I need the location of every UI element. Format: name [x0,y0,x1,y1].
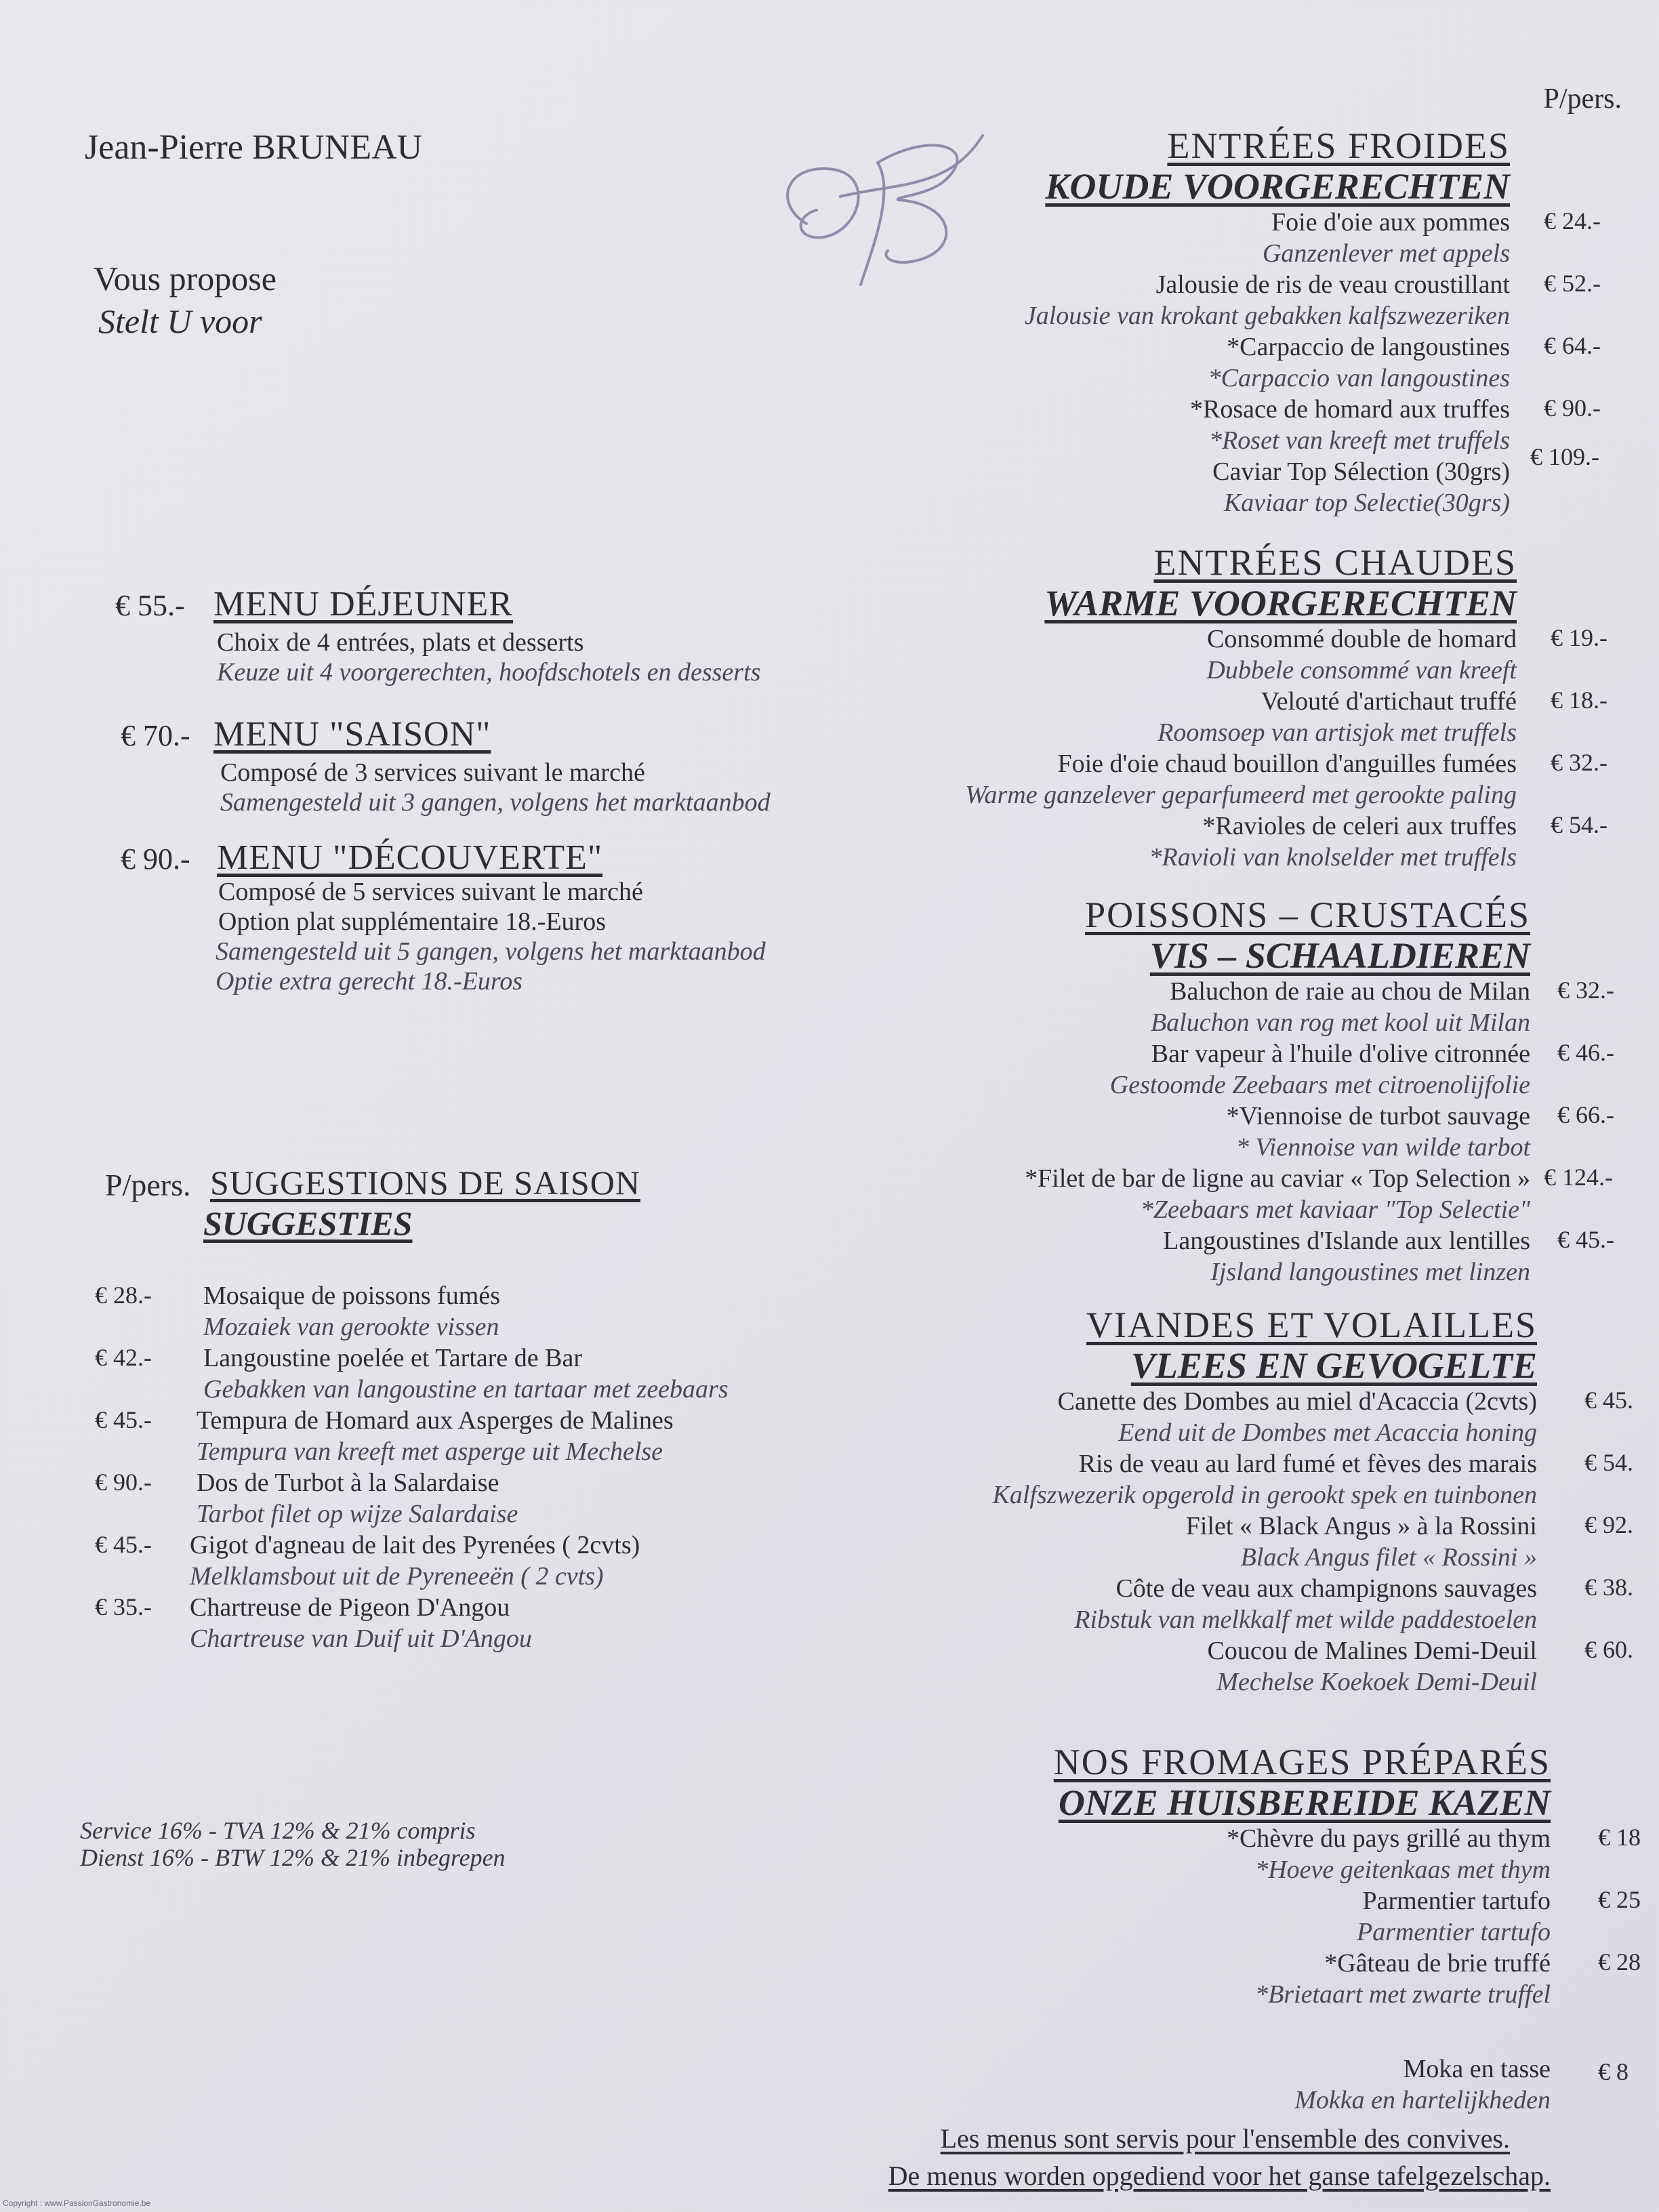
menu-line: Composé de 3 services suivant le marché [220,758,645,787]
dish-fr: Ris de veau au lard fumé et fèves des marais [1078,1450,1537,1478]
dish-price: € 28 [1598,1948,1641,1975]
copyright-text: Copyright : www.PassionGastronomie.be [3,2198,151,2208]
dish-nl: Kalfszwezerik opgerold in gerookt spek en tuinbonen [992,1481,1537,1509]
dish-fr: *Chèvre du pays grillé au thym [1226,1824,1551,1853]
item-nl: Melklamsbout uit de Pyreneeën ( 2 cvts) [190,1562,604,1591]
menu-line: Choix de 4 entrées, plats et desserts [217,628,584,657]
suggestions-title: SUGGESTIONS DE SAISON [210,1164,640,1202]
propose-fr: Vous propose [94,260,276,298]
dish-fr: Foie d'oie chaud bouillon d'anguilles fumées [1057,750,1517,778]
chef-name: Jean-Pierre BRUNEAU [85,128,423,167]
dish-fr: Côte de veau aux champignons sauvages [1115,1574,1537,1603]
menu-price: € 90.- [121,842,190,876]
list-item [95,1468,840,1530]
menu-line-nl: Samengesteld uit 5 gangen, volgens het marktaanbod [216,937,766,966]
dish-nl: Dubbele consommé van kreeft [1206,656,1517,684]
dish-price: € 32.- [1557,977,1614,1004]
dish-nl: Kaviaar top Selectie(30grs) [1223,489,1510,517]
dish-fr: Bar vapeur à l'huile d'olive citronnée [1151,1040,1530,1068]
dish-price: € 18.- [1551,687,1607,714]
dish-fr: *Ravioles de celeri aux truffes [1202,812,1517,840]
dish-fr: Baluchon de raie au chou de Milan [1170,977,1530,1006]
menu-title: MENU DÉJEUNER [213,585,513,623]
dish-price: € 25 [1598,1886,1641,1913]
dish-nl: Baluchon van rog met kool uit Milan [1150,1008,1530,1037]
dish-nl: *Zeebaars met kaviaar "Top Selectie" [1140,1195,1530,1224]
section-title-nl: KOUDE VOORGERECHTEN [1045,166,1510,207]
dish-nl: Parmentier tartufo [1356,1918,1551,1946]
dish-price: € 66.- [1557,1101,1614,1128]
section-viandes [758,1305,1537,1698]
dish-price: € 92. [1584,1511,1633,1538]
dish-price: € 52.- [1544,270,1601,297]
section-title: NOS FROMAGES PRÉPARÉS [1053,1742,1551,1782]
dish-price: € 54.- [1551,811,1607,838]
item-price: € 45.- [95,1531,152,1558]
section-moka [771,2053,1551,2116]
dish-nl: Eend uit de Dombes met Acaccia honing [1118,1418,1537,1447]
section-title-nl: VIS – SCHAALDIEREN [1149,935,1530,976]
dish-fr: Foie d'oie aux pommes [1271,208,1510,237]
suggestions-title-nl: SUGGESTIES [203,1204,413,1242]
dish-price: € 45. [1584,1387,1633,1414]
section-title: ENTRÉES FROIDES [1167,125,1510,166]
item-fr: Chartreuse de Pigeon D'Angou [190,1593,510,1622]
item-fr: Tempura de Homard aux Asperges de Malines [197,1406,674,1435]
dish-nl: Gestoomde Zeebaars met citroenolijfolie [1109,1071,1530,1099]
dish-price: € 54. [1584,1449,1633,1476]
item-nl: Tarbot filet op wijze Salardaise [197,1500,518,1528]
list-item [95,1343,840,1406]
section-title: ENTRÉES CHAUDES [1153,542,1517,583]
dish-price: € 8 [1598,2058,1629,2085]
dish-fr: Consommé double de homard [1207,625,1517,653]
dish-price: € 24.- [1544,207,1601,234]
section-title-nl: WARME VOORGERECHTEN [1044,583,1517,623]
menu-line-nl: Optie extra gerecht 18.-Euros [216,967,523,996]
dish-price: € 18 [1598,1824,1641,1851]
menu-title: MENU "DÉCOUVERTE" [217,838,603,877]
dish-fr: *Filet de bar de ligne au caviar « Top Selection » [1025,1164,1530,1193]
dish-fr: Velouté d'artichaut truffé [1261,687,1517,716]
footer-note [888,2123,1551,2192]
section-title: POISSONS – CRUSTACÉS [1085,895,1530,935]
menu-line: Composé de 5 services suivant le marché [218,878,643,906]
item-nl: Mozaiek van gerookte vissen [203,1313,499,1341]
section-poissons [751,895,1530,1288]
item-fr: Mosaique de poissons fumés [203,1282,501,1310]
footer-nl: De menus worden opgediend voor het ganse tafelgezelschap. [888,2160,1551,2191]
section-fromages [771,1742,1551,2010]
dish-price: € 124.- [1544,1164,1613,1191]
dish-price: € 64.- [1544,332,1601,359]
suggestions-ppers: P/pers. [105,1168,191,1202]
dish-nl: * Viennoise van wilde tarbot [1235,1133,1530,1162]
section-title: VIANDES ET VOLAILLES [1086,1305,1537,1345]
list-item [95,1406,840,1468]
section-entrees-froides [731,125,1510,518]
service-note-fr: Service 16% - TVA 12% & 21% compris [80,1817,476,1844]
footer-fr: Les menus sont servis pour l'ensemble des convives. [940,2123,1510,2154]
item-price: € 45.- [95,1406,152,1433]
suggestions-list [95,1281,840,1655]
item-fr: Dos de Turbot à la Salardaise [197,1469,499,1497]
item-nl: Chartreuse van Duif uit D'Angou [190,1624,532,1653]
list-item [95,1530,840,1593]
dish-price: € 32.- [1551,749,1607,776]
dish-fr: Moka en tasse [1403,2055,1551,2083]
dish-fr: *Gâteau de brie truffé [1324,1949,1551,1978]
dish-nl: *Ravioli van knolselder met truffels [1149,843,1517,872]
dish-fr: Coucou de Malines Demi-Deuil [1207,1637,1537,1665]
dish-nl: Mokka en hartelijkheden [1294,2086,1551,2114]
dish-price: € 38. [1584,1574,1633,1601]
per-person-label: P/pers. [1543,83,1622,115]
item-price: € 35.- [95,1593,152,1620]
dish-nl: Ribstuk van melkkalf met wilde paddestoelen [1074,1605,1537,1634]
dish-fr: *Carpaccio de langoustines [1227,333,1510,361]
dish-nl: *Roset van kreeft met truffels [1209,426,1510,455]
section-title-nl: ONZE HUISBEREIDE KAZEN [1058,1782,1551,1823]
dish-price: € 60. [1584,1636,1633,1663]
list-item [95,1281,840,1343]
dish-nl: *Carpaccio van langoustines [1208,364,1510,392]
section-entrees-chaudes [737,542,1517,873]
item-fr: Gigot d'agneau de lait des Pyrenées ( 2cvts) [190,1531,640,1559]
dish-nl: Ijsland langoustines met linzen [1210,1258,1530,1286]
dish-fr: Parmentier tartufo [1362,1887,1551,1915]
dish-price: € 45.- [1557,1226,1614,1253]
dish-nl: Warme ganzelever geparfumeerd met gerookte paling [965,781,1517,809]
dish-nl: Roomsoep van artisjok met truffels [1158,718,1517,747]
menu-price: € 70.- [121,719,190,752]
propose-nl: Stelt U voor [98,302,262,340]
dish-nl: Jalousie van krokant gebakken kalfszwezeriken [1024,302,1510,330]
item-price: € 42.- [95,1344,152,1371]
dish-fr: Caviar Top Sélection (30grs) [1212,457,1510,486]
dish-nl: *Hoeve geitenkaas met thym [1255,1856,1551,1884]
menu-line-nl: Samengesteld uit 3 gangen, volgens het marktaanbod [220,788,771,817]
dish-fr: Langoustines d'Islande aux lentilles [1163,1227,1530,1255]
dish-nl: Ganzenlever met appels [1262,239,1510,268]
dish-fr: Jalousie de ris de veau croustillant [1155,270,1510,299]
dish-nl: *Brietaart met zwarte truffel [1255,1980,1551,2009]
service-note-nl: Dienst 16% - BTW 12% & 21% inbegrepen [80,1844,506,1871]
dish-fr: *Rosace de homard aux truffes [1189,395,1510,424]
item-nl: Gebakken van langoustine en tartaar met zeebaars [203,1375,729,1404]
item-price: € 90.- [95,1469,152,1496]
dish-nl: Mechelse Koekoek Demi-Deuil [1216,1668,1537,1696]
menu-line-nl: Keuze uit 4 voorgerechten, hoofdschotels en desserts [217,658,761,687]
dish-fr: Filet « Black Angus » à la Rossini [1185,1512,1537,1540]
dish-price: € 109.- [1530,443,1599,470]
item-fr: Langoustine poelée et Tartare de Bar [203,1344,582,1372]
menu-line: Option plat supplémentaire 18.-Euros [218,907,606,936]
item-price: € 28.- [95,1282,152,1309]
list-item [95,1593,840,1655]
dish-price: € 19.- [1551,624,1607,651]
menu-price: € 55.- [115,589,185,622]
dish-fr: Canette des Dombes au miel d'Acaccia (2cvts) [1057,1387,1537,1416]
dish-nl: Black Angus filet « Rossini » [1240,1543,1537,1572]
dish-price: € 46.- [1557,1039,1614,1066]
menu-title: MENU "SAISON" [213,715,491,754]
section-title-nl: VLEES EN GEVOGELTE [1130,1345,1537,1386]
dish-price: € 90.- [1544,394,1601,422]
item-nl: Tempura van kreeft met asperge uit Mechelse [197,1437,663,1466]
dish-fr: *Viennoise de turbot sauvage [1226,1102,1530,1130]
